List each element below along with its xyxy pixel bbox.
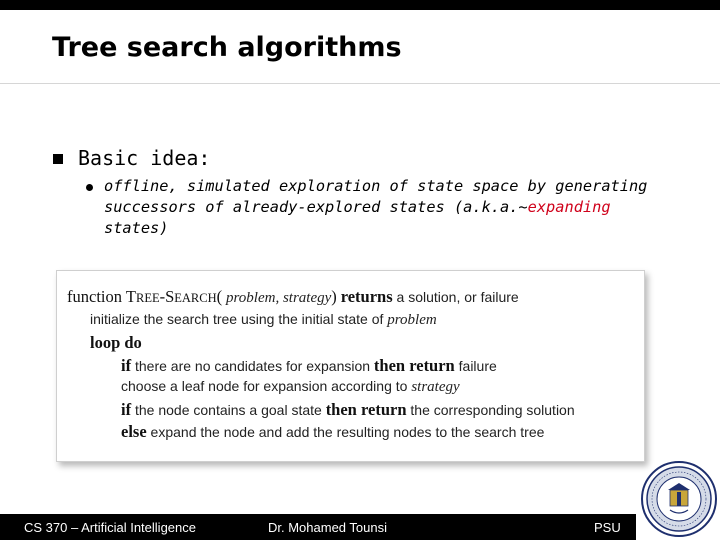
algo-line-4-text: there are no candidates for expansion xyxy=(134,358,371,374)
footer-course: CS 370 – Artificial Intelligence xyxy=(24,520,196,535)
algo-fn-T: T xyxy=(125,287,136,306)
slide-footer xyxy=(0,514,636,540)
algo-fn-dash: -S xyxy=(159,287,175,306)
slide-title: Tree search algorithms xyxy=(52,32,402,63)
algo-line-2-arg: problem xyxy=(387,312,437,328)
algo-line-6-then: then return xyxy=(325,400,407,419)
algo-line-5-arg: strategy xyxy=(411,379,460,395)
university-seal-icon xyxy=(640,460,718,538)
algo-line-5 xyxy=(121,378,460,396)
dot-bullet-icon xyxy=(86,184,93,191)
algo-fn-earch: EARCH xyxy=(174,291,217,305)
algo-line-6-if: if xyxy=(121,400,132,419)
sub-bullet-part-2: states) xyxy=(104,219,169,237)
title-divider xyxy=(0,83,720,84)
algo-line-7-else: else xyxy=(121,422,147,441)
algo-line-4-rest: failure xyxy=(458,358,497,374)
sub-bullet-part-1: offline, simulated exploration of state space by generating successors of already-explored states (a.k.a.~ xyxy=(104,177,648,216)
algorithm-box xyxy=(56,270,645,462)
algo-line-6-rest: the corresponding solution xyxy=(410,402,575,418)
algo-line-7-text: expand the node and add the resulting nodes to the search tree xyxy=(150,424,545,440)
sub-bullet-text xyxy=(104,176,664,239)
bullet-basic-idea: Basic idea: xyxy=(78,146,211,170)
algo-line-6 xyxy=(121,400,575,420)
algo-kw-loop: loop do xyxy=(90,333,142,352)
algo-line-1 xyxy=(67,287,519,307)
footer-instructor: Dr. Mohamed Tounsi xyxy=(268,520,387,535)
footer-org: PSU xyxy=(594,520,621,535)
algo-line-4-then: then return xyxy=(373,356,455,375)
algo-fn-args: problem, strategy xyxy=(226,290,332,306)
algo-fn-name xyxy=(126,287,222,306)
algo-line-7 xyxy=(121,422,544,442)
algo-line-2 xyxy=(90,311,437,329)
algo-kw-function: function xyxy=(67,287,122,306)
algo-line-2-text: initialize the search tree using the initial state of xyxy=(90,311,384,327)
algo-line-6-text: the node contains a goal state xyxy=(134,402,322,418)
algo-line-4-if: if xyxy=(121,356,132,375)
algo-line-5-text: choose a leaf node for expansion according to xyxy=(121,378,408,394)
algo-fn-ree: REE xyxy=(135,291,160,305)
top-bar xyxy=(0,0,720,10)
algo-fn-open: ( xyxy=(216,287,223,306)
algo-line-3 xyxy=(90,333,142,353)
sub-bullet-highlight: expanding xyxy=(527,198,611,216)
algo-line-4 xyxy=(121,356,497,376)
square-bullet-icon xyxy=(53,154,63,164)
algo-fn-close: ) xyxy=(331,287,337,306)
algo-fn-return-desc: a solution, or failure xyxy=(396,289,519,305)
algo-kw-returns: returns xyxy=(340,287,393,306)
